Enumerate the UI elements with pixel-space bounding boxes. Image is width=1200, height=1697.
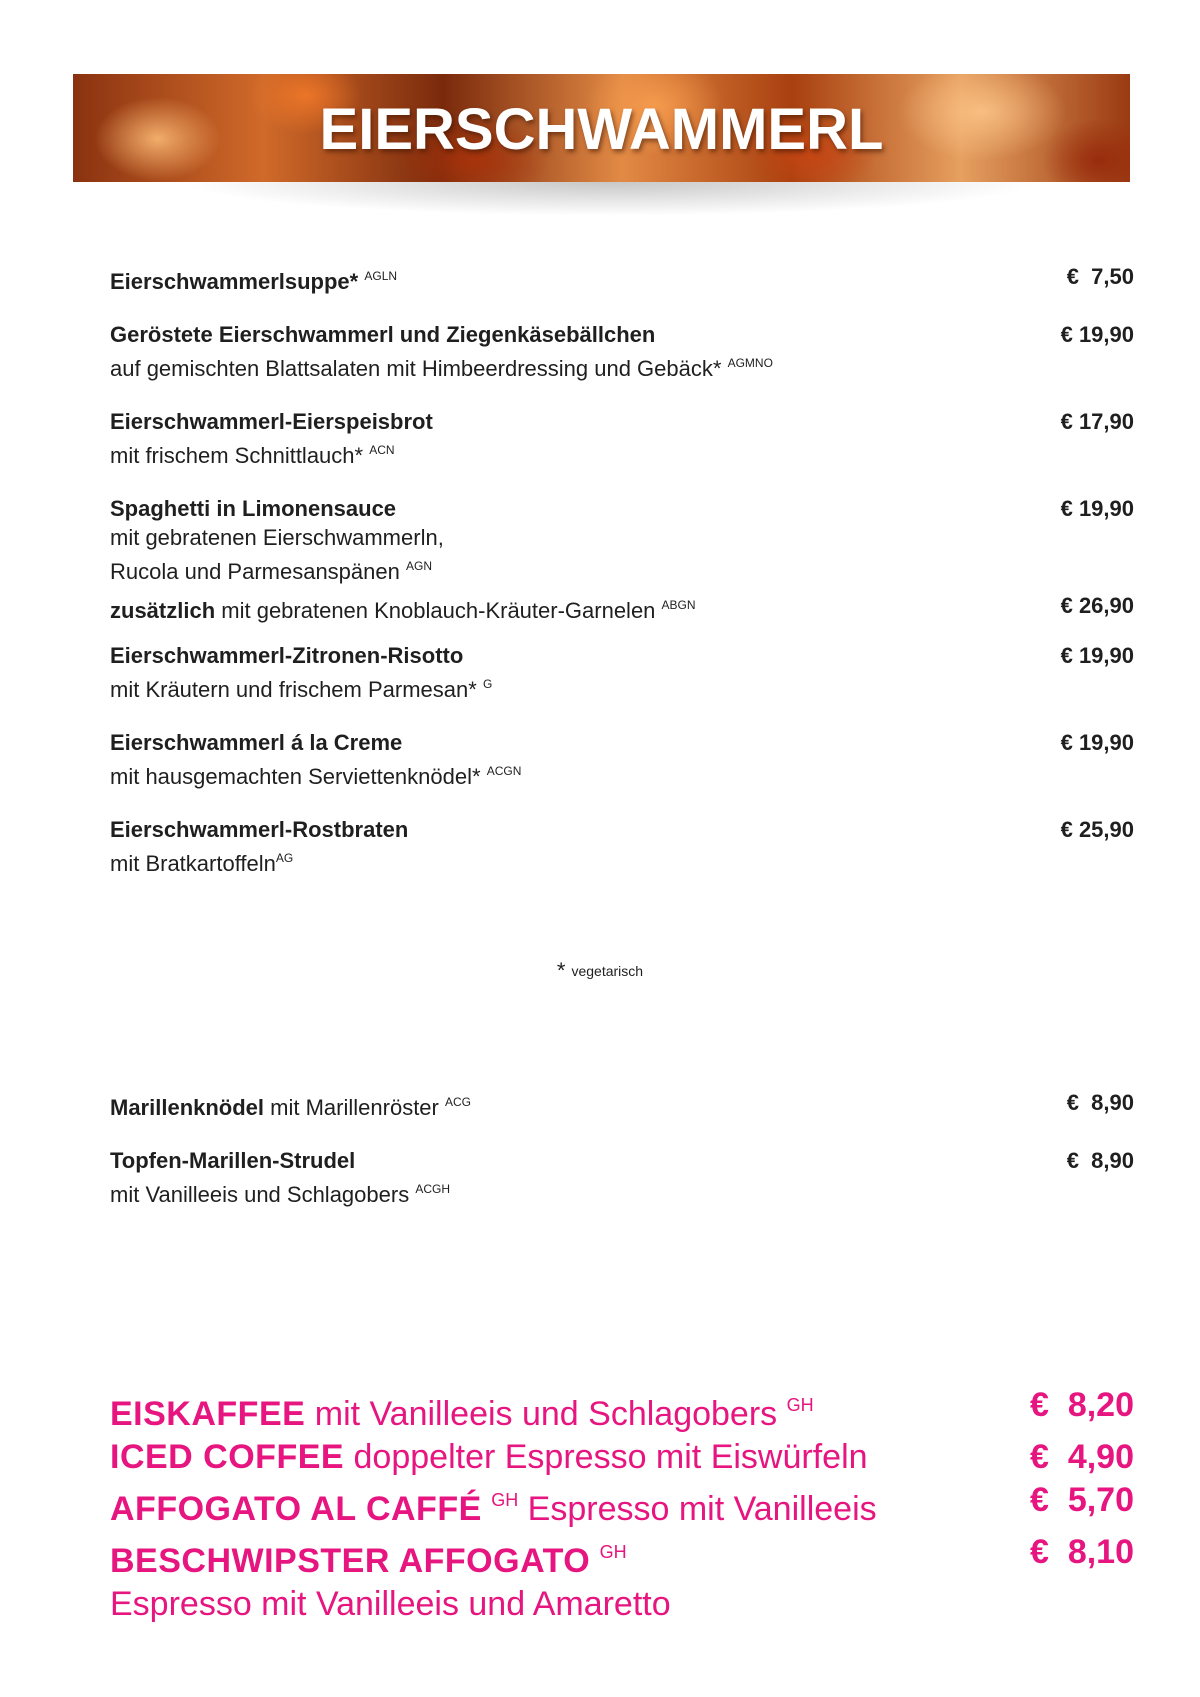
footnote-star: * bbox=[556, 958, 566, 983]
item-name: Eierschwammerlsuppe* bbox=[110, 269, 359, 294]
item-price: € 19,90 bbox=[1060, 730, 1134, 755]
allergen-codes: GH bbox=[599, 1542, 627, 1562]
item-price: € 7,50 bbox=[1066, 264, 1134, 289]
allergen-codes: ACGN bbox=[486, 764, 522, 778]
coffee-name: BESCHWIPSTER AFFOGATO bbox=[110, 1542, 591, 1580]
item-price: € 25,90 bbox=[1060, 817, 1134, 842]
extra-description: mit gebratenen Knoblauch-Kräuter-Garnelen bbox=[221, 598, 656, 623]
menu-item bbox=[110, 641, 1134, 728]
coffee-name: AFFOGATO AL CAFFÉ bbox=[110, 1490, 482, 1528]
coffee-price: € 8,10 bbox=[1030, 1533, 1134, 1571]
allergen-codes: AGLN bbox=[364, 269, 398, 283]
allergen-codes: AGN bbox=[405, 559, 432, 573]
allergen-codes: GH bbox=[491, 1490, 519, 1510]
item-name: Eierschwammerl á la Creme bbox=[110, 730, 403, 755]
item-name: Eierschwammerl-Zitronen-Risotto bbox=[110, 643, 464, 668]
coffee-description: doppelter Espresso mit Eiswürfeln bbox=[344, 1438, 868, 1476]
item-description: mit gebratenen Eierschwammerln, bbox=[110, 525, 444, 550]
item-description: mit Vanilleeis und Schlagobers bbox=[110, 1182, 410, 1207]
allergen-codes: ACGH bbox=[415, 1182, 450, 1196]
mains-list bbox=[110, 262, 1134, 902]
coffee-item bbox=[110, 1384, 1134, 1436]
menu-item bbox=[110, 407, 1134, 494]
menu-item bbox=[110, 728, 1134, 815]
coffee-description: Espresso mit Vanilleeis bbox=[518, 1490, 877, 1528]
allergen-codes: GH bbox=[786, 1395, 814, 1415]
menu-item bbox=[110, 494, 1134, 641]
item-name: Marillenknödel bbox=[110, 1095, 265, 1120]
extra-label: zusätzlich bbox=[110, 598, 216, 623]
item-description: mit Kräutern und frischem Parmesan* bbox=[110, 677, 477, 702]
item-name: Spaghetti in Limonensauce bbox=[110, 496, 397, 521]
item-price: € 19,90 bbox=[1060, 322, 1134, 347]
menu-item bbox=[110, 320, 1134, 407]
banner-shadow bbox=[180, 182, 1040, 216]
coffee-item bbox=[110, 1479, 1134, 1531]
coffee-price: € 8,20 bbox=[1030, 1386, 1134, 1424]
coffee-name: EISKAFFEE bbox=[110, 1395, 306, 1433]
item-price: € 19,90 bbox=[1060, 643, 1134, 668]
allergen-codes: ABGN bbox=[661, 598, 696, 612]
item-price: € 17,90 bbox=[1060, 409, 1134, 434]
menu-item bbox=[110, 815, 1134, 902]
item-name: Geröstete Eierschwammerl und Ziegenkäsebällchen bbox=[110, 322, 656, 347]
allergen-codes: AGMNO bbox=[727, 356, 773, 370]
coffee-description-line: Espresso mit Vanilleeis und Amaretto bbox=[110, 1585, 671, 1623]
allergen-codes: AG bbox=[275, 851, 294, 865]
coffee-item bbox=[110, 1531, 1134, 1583]
allergen-codes: G bbox=[482, 677, 493, 691]
menu-item bbox=[110, 1088, 1134, 1146]
menu-item bbox=[110, 1146, 1134, 1233]
item-description: mit frischem Schnittlauch* bbox=[110, 443, 364, 468]
header-banner bbox=[73, 74, 1130, 182]
item-name: Eierschwammerl-Eierspeisbrot bbox=[110, 409, 433, 434]
vegetarian-footnote bbox=[0, 958, 1200, 984]
item-description: mit Marillenröster bbox=[270, 1095, 439, 1120]
coffee-specials bbox=[110, 1384, 1134, 1626]
item-description: mit Bratkartoffeln bbox=[110, 851, 276, 876]
item-price: € 8,90 bbox=[1066, 1148, 1134, 1173]
coffee-description: mit Vanilleeis und Schlagobers bbox=[305, 1395, 787, 1433]
desserts-list bbox=[110, 1088, 1134, 1233]
item-description: auf gemischten Blattsalaten mit Himbeerdressing und Gebäck* bbox=[110, 356, 722, 381]
item-description: mit hausgemachten Serviettenknödel* bbox=[110, 764, 481, 789]
item-price: € 19,90 bbox=[1060, 496, 1134, 521]
item-name: Eierschwammerl-Rostbraten bbox=[110, 817, 409, 842]
coffee-item bbox=[110, 1436, 1134, 1479]
coffee-price: € 4,90 bbox=[1030, 1438, 1134, 1476]
allergen-codes: ACN bbox=[369, 443, 395, 457]
item-description: Rucola und Parmesanspänen bbox=[110, 559, 400, 584]
allergen-codes: ACG bbox=[445, 1095, 472, 1109]
page-title: EIERSCHWAMMERL bbox=[319, 97, 884, 162]
coffee-price: € 5,70 bbox=[1030, 1481, 1134, 1519]
menu-item bbox=[110, 262, 1134, 320]
coffee-name: ICED COFFEE bbox=[110, 1438, 345, 1476]
extra-price: € 26,90 bbox=[1060, 593, 1134, 618]
item-price: € 8,90 bbox=[1066, 1090, 1134, 1115]
item-name: Topfen-Marillen-Strudel bbox=[110, 1148, 356, 1173]
footnote-text: vegetarisch bbox=[571, 963, 644, 979]
